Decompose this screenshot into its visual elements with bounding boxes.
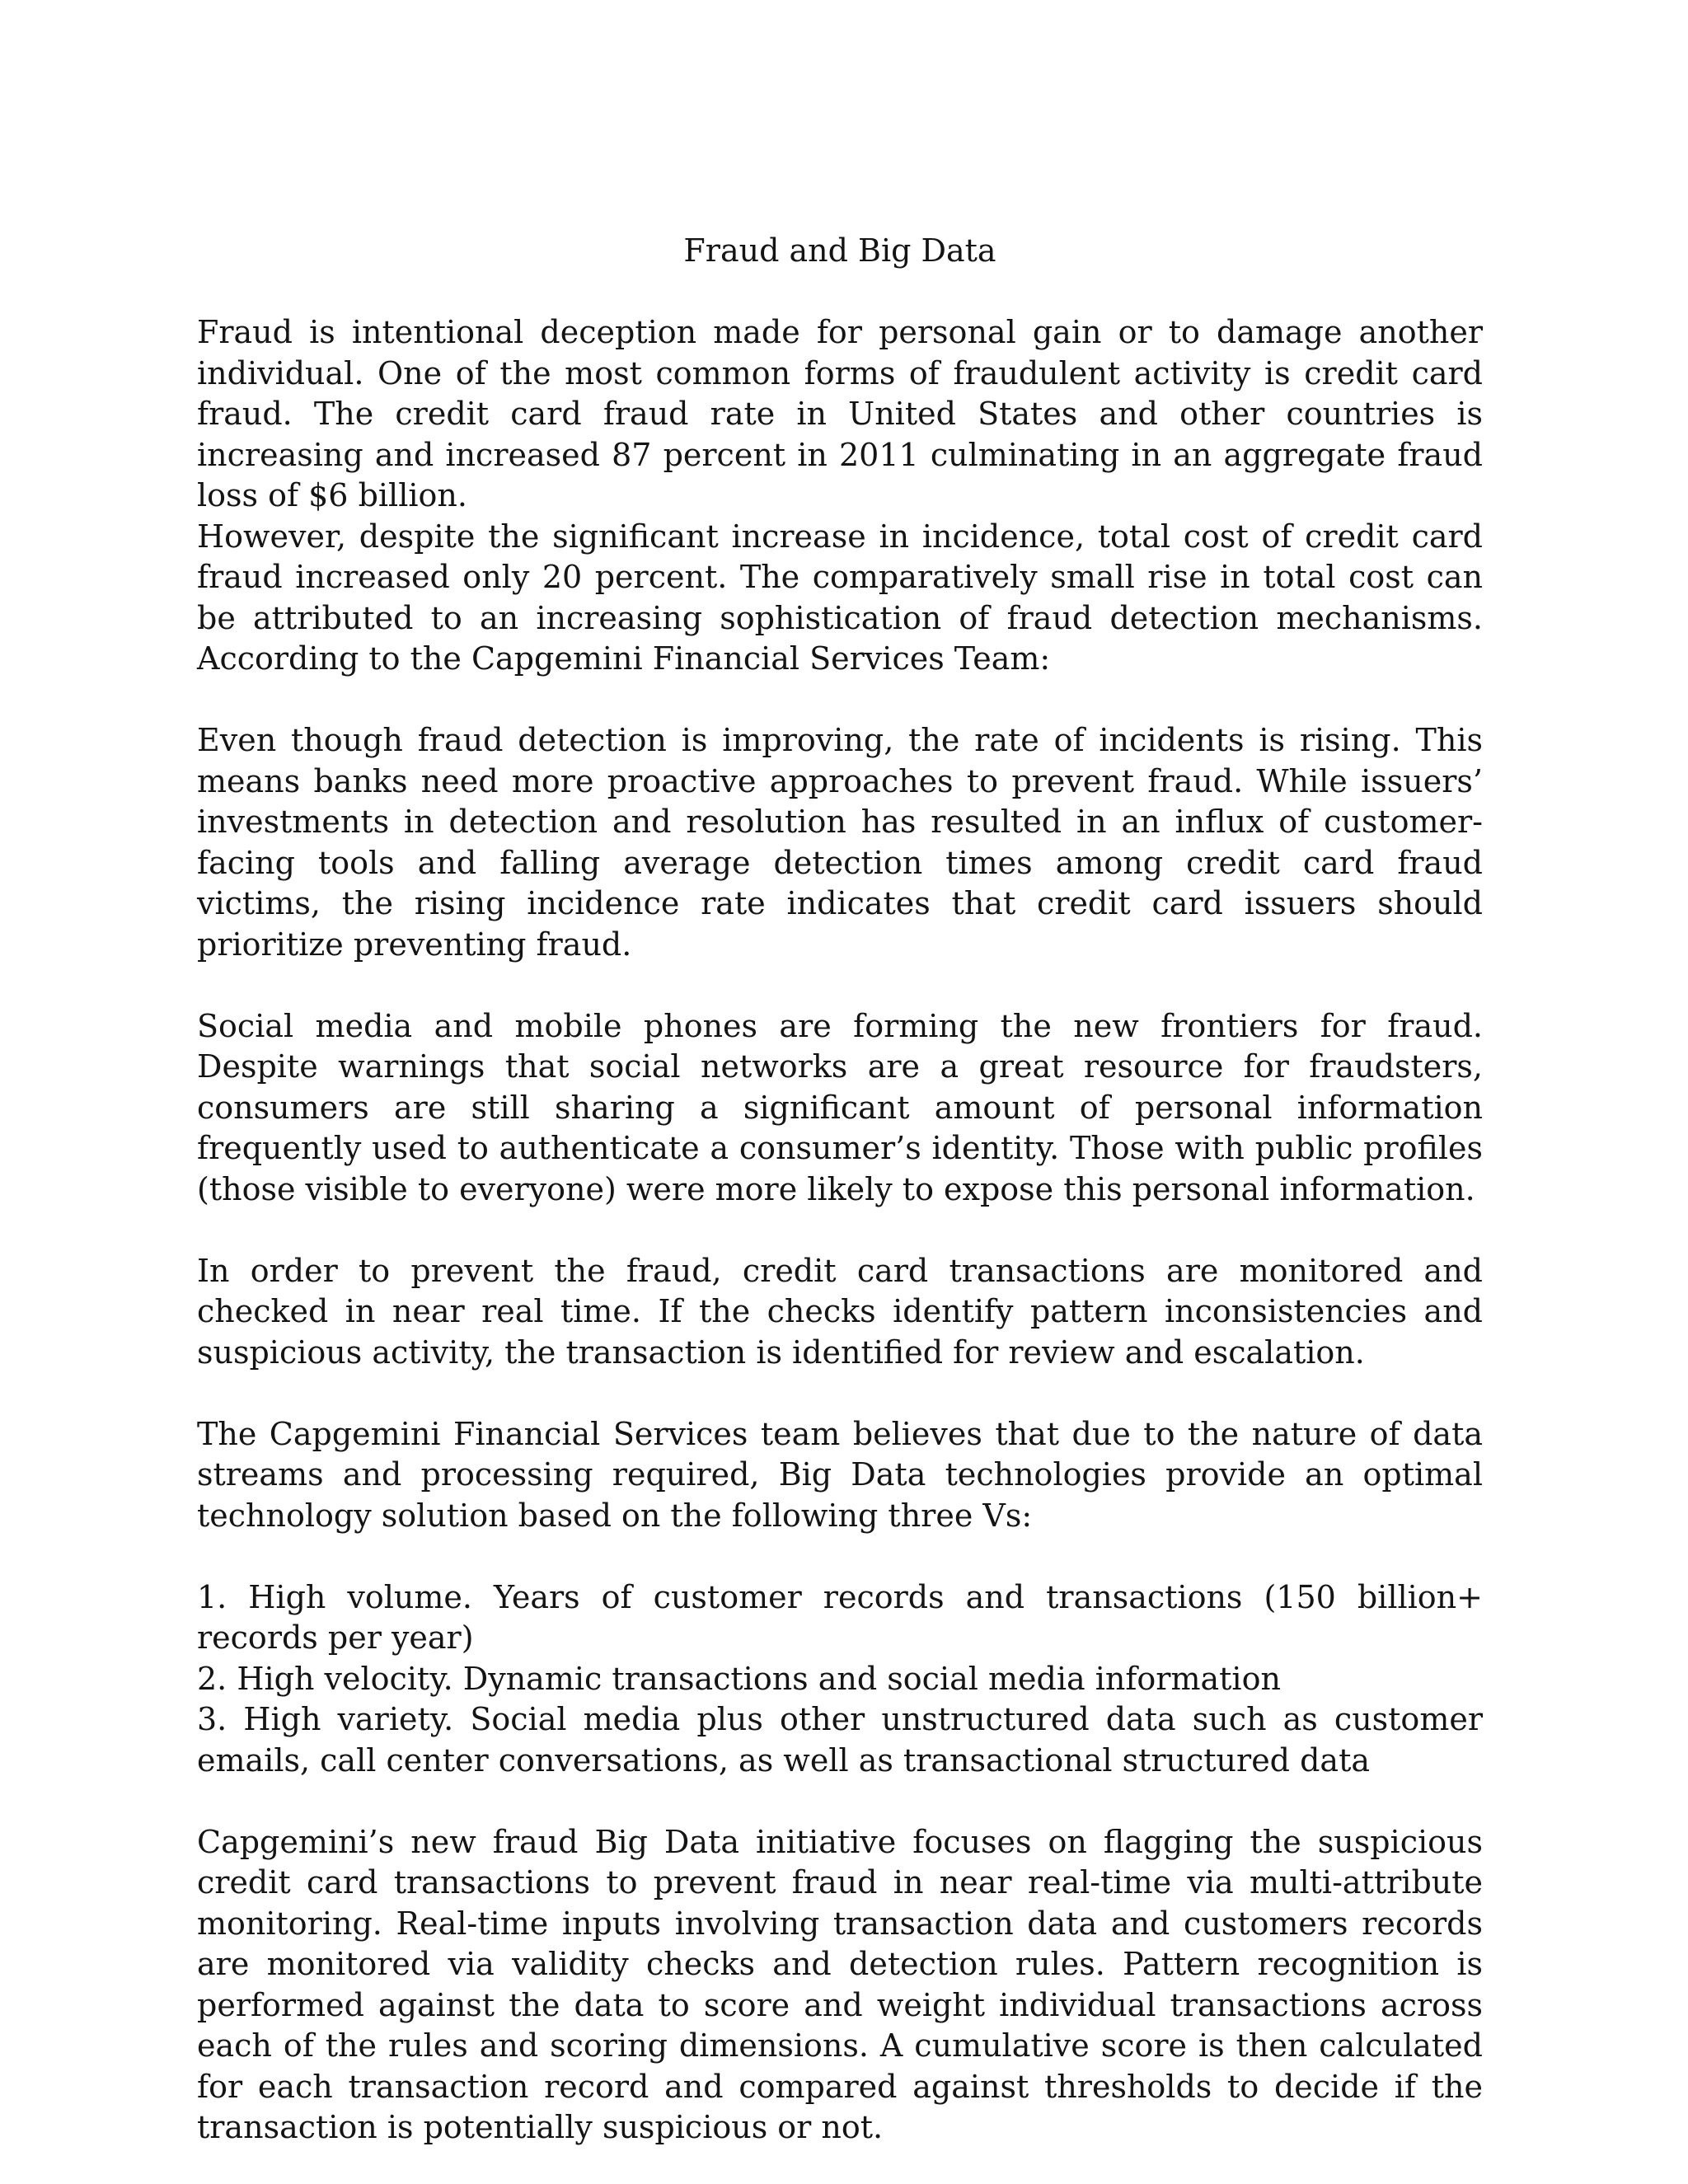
paragraph-spacer xyxy=(197,1210,1483,1251)
paragraph-fraud-definition: Fraud is intentional deception made for personal gain or to damage another individual. One of the most common forms of fraudulent activity is credit card fraud. The credit card fraud rate in United States and other countries is increasing and increased 87 percent in 2011 culminating in an aggregate fraud loss of $6 billion. xyxy=(197,314,1483,513)
paragraph-spacer xyxy=(197,1781,1483,1822)
list-item-high-variety: 3. High variety. Social media plus other unstructured data such as customer emails, call center conversations, as well as transactional structured data xyxy=(197,1701,1483,1779)
paragraph-cost-increase: However, despite the significant increase in incidence, total cost of credit card fraud increased only 20 percent. The comparatively small rise in total cost can be attributed to an increasing sophistication of fraud detection mechanisms. According to the Capgemini Financial Services Team: xyxy=(197,518,1483,677)
paragraph-spacer xyxy=(197,1536,1483,1577)
paragraph-three-vs-intro: The Capgemini Financial Services team believes that due to the nature of data streams and processing required, Big Data technologies provide an optimal technology solution based on the following three Vs: xyxy=(197,1415,1483,1534)
paragraph-capgemini-initiative: Capgemini’s new fraud Big Data initiative focuses on flagging the suspicious credit card transactions to prevent fraud in near real-time via multi-attribute monitoring. Real-time inputs involving transaction data and customers records are monitored via validity checks and detection rules. Pattern recognition is performed against the data to score and weight individual transactions across each of the rules and scoring dimensions. A cumulative score is then calculated for each transaction record and compared against thresholds to decide if the transaction is potentially suspicious or not. xyxy=(197,1823,1483,2145)
paragraph-social-media: Social media and mobile phones are forming the new frontiers for fraud. Despite warnings that social networks are a great resource for fraudsters, consumers are still sharing a significant amount of personal information frequently used to authenticate a consumer’s identity. Those with public profiles (those visible to everyone) were more likely to expose this personal information. xyxy=(197,1007,1483,1207)
list-item-high-velocity: 2. High velocity. Dynamic transactions and social media information xyxy=(197,1660,1281,1697)
paragraph-real-time-monitoring: In order to prevent the fraud, credit card transactions are monitored and checked in near real time. If the checks identify pattern inconsistencies and suspicious activity, the transaction is identified for review and escalation. xyxy=(197,1252,1483,1371)
paragraph-spacer xyxy=(197,965,1483,1006)
paragraph-capgemini-quote: Even though fraud detection is improving, the rate of incidents is rising. This means banks need more proactive approaches to prevent fraud. While issuers’ investments in detection and resolution has resulted in an influx of customer-facing tools and falling average detection times among credit card fraud victims, the rising incidence rate indicates that credit card issuers should prioritize preventing fraud. xyxy=(197,722,1483,963)
paragraph-spacer xyxy=(197,680,1483,721)
document-page xyxy=(197,231,1483,2149)
three-vs-list xyxy=(197,1577,1483,1782)
paragraph-spacer xyxy=(197,1373,1483,1414)
list-item-high-volume: 1. High volume. Years of customer records and transactions (150 billion+ records per year) xyxy=(197,1578,1483,1656)
document-title: Fraud and Big Data xyxy=(683,232,996,269)
